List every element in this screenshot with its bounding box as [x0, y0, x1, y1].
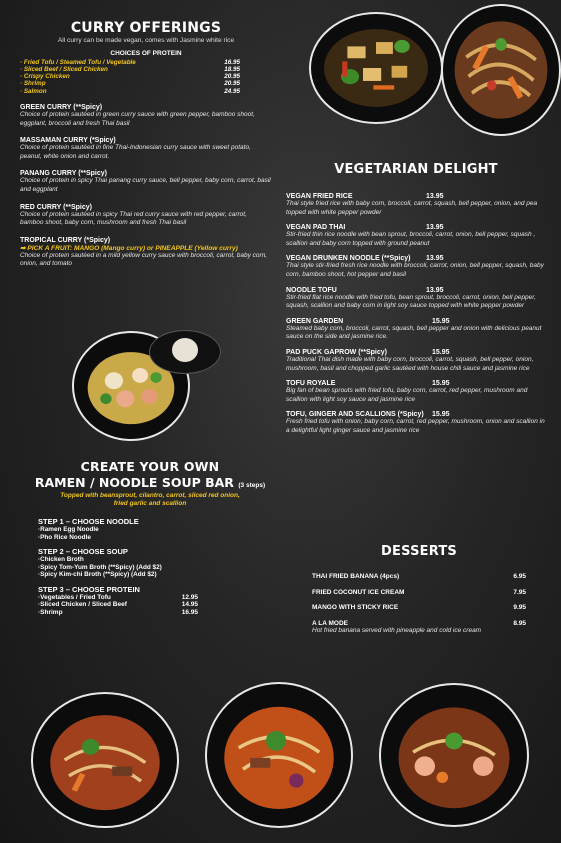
protein-choice: · Sliced Beef / Sliced Chicken 18.95 — [20, 65, 240, 73]
soup-bowl-photo-2 — [205, 682, 353, 828]
soup-option: ·Chicken Broth — [38, 556, 84, 564]
vegetarian-section — [286, 162, 546, 443]
soup-title-line1: CREATE YOUR OWN — [80, 459, 220, 474]
step2-title: STEP 2 – CHOOSE SOUP — [38, 547, 128, 557]
dessert-item: THAI FRIED BANANA (4pcs) 6.95 — [312, 573, 526, 580]
curry-title: CURRY OFFERINGS — [70, 20, 222, 36]
veg-item: GREEN GARDEN 15.95 Steamed baby corn, broccoli, carrot, squash, bell pepper and onion with delicious peanut sauce on the side and jasmine rice. — [286, 317, 542, 341]
veg-item: VEGAN FRIED RICE 13.95 Thai style fried rice with baby corn, broccoli, carrot, squash, bell pepper, onion, and pea topped with white pepper powder — [286, 193, 538, 216]
curry-item: PANANG CURRY (**Spicy) Choice of protein in spicy Thai panang curry sauce, bell pepper, baby corn, carrot, basil and eggplant — [20, 170, 271, 193]
curry-item-tropical: TROPICAL CURRY (*Spicy) ➡ PICK A FRUIT: MANGO (Mango curry) or PINEAPPLE (Yellow curry) Choice of protein sautéed in a mild yellow curry sauce with broccoli, carrot, baby corn, onion, and tomato — [20, 237, 272, 269]
soup-toppings: Topped with beansprout, cilantro, carrot, sliced red onion, fried garlic and scallion — [60, 492, 240, 507]
noodle-dish-photo — [441, 4, 561, 136]
curry-subtitle: All curry can be made vegan, comes with Jasmine white rice — [57, 37, 235, 44]
veg-item: VEGAN DRUNKEN NOODLE (**Spicy) 13.95 Thai style stir-fried fresh rice noodle with broccoli, carrot, onion, bell pepper, squash, baby corn, bamboo shoot, hot pepper and basil — [286, 255, 544, 278]
noodle-option: ·Ramen Egg Noodle — [38, 526, 99, 533]
desserts-title: DESSERTS — [381, 544, 457, 559]
step3-title: STEP 3 – CHOOSE PROTEIN — [38, 584, 140, 594]
step1-title: STEP 1 – CHOOSE NOODLE — [38, 517, 139, 526]
protein-choices-list — [20, 59, 240, 95]
soup-bar-section — [30, 459, 270, 616]
rice-bowl-photo — [149, 330, 221, 374]
veg-item: TOFU ROYALE 15.95 Big fan of bean sprouts with fried tofu, baby corn, carrot, red pepper, mushroom and scallion with light soy sauce and jasmine rice — [286, 380, 528, 403]
curry-item: GREEN CURRY (**Spicy) Choice of protein sautéed in green curry sauce with green pepper, bamboo shoot, eggplant, broccoli and fresh Thai basil — [20, 103, 255, 127]
protein-option: ·Sliced Chicken / Sliced Beef 14.95 — [38, 601, 198, 609]
protein-choice: · Salmon 24.95 — [20, 87, 240, 95]
vegetarian-title: VEGETARIAN DELIGHT — [334, 162, 498, 177]
dessert-item: A LA MODE 8.95 — [312, 619, 526, 627]
soup-bowl-photo-3 — [379, 683, 529, 827]
noodle-option: ·Pho Rice Noodle — [38, 533, 91, 541]
soup-option: ·Spicy Tom-Yum Broth (**Spicy) (Add $2) — [38, 563, 162, 571]
desserts-section — [312, 544, 526, 636]
veg-item: TOFU, GINGER AND SCALLIONS (*Spicy) 15.95 Fresh fried tofu with onion, baby corn, carrot, red pepper, mushroom, onion and scallion in a delightful light ginger sauce and jasmine rice — [286, 411, 545, 434]
curry-item: MASSAMAN CURRY (*Spicy) Choice of protein sautéed in fine Thai-Indonesian curry sauce with sweet potato, peanut, white onion and carrot. — [20, 137, 251, 160]
curry-item: RED CURRY (**Spicy) Choice of protein sautéed in spicy Thai red curry sauce with red pepper, carrot, bamboo shoot, baby corn, mushroom and fresh Thai basil — [20, 203, 247, 227]
curry-section — [20, 20, 272, 269]
dessert-desc: Hot fried banana served with pineapple and cold ice cream — [312, 627, 482, 634]
protein-choice: · Crispy Chicken 20.95 — [20, 73, 240, 81]
soup-bowl-photo-1 — [31, 692, 179, 828]
protein-option: ·Shrimp 16.95 — [38, 608, 198, 616]
protein-option: ·Vegetables / Fried Tofu 12.95 — [38, 593, 198, 601]
veg-item: NOODLE TOFU 13.95 Stir-fried flat rice noodle with fried tofu, bean sprout, broccoli, carrot, onion, bell pepper, squash, scallion and baby corn in light soy sauce topped with white pepper powder — [286, 286, 536, 310]
tofu-stirfry-photo — [309, 12, 443, 124]
soup-title-line2: RAMEN / NOODLE SOUP BAR (3 steps) — [34, 475, 266, 490]
soup-option: ·Spicy Kim-chi Broth (**Spicy) (Add $2) — [38, 571, 157, 579]
protein-choice: · Shrimp 20.95 — [20, 80, 240, 88]
dessert-item: MANGO WITH STICKY RICE 9.95 — [312, 604, 526, 611]
fruit-pick-note: ➡ PICK A FRUIT: MANGO (Mango curry) or PINEAPPLE (Yellow curry) — [20, 244, 238, 252]
dessert-item: FRIED COCONUT ICE CREAM 7.95 — [312, 588, 526, 596]
protein-choice: · Fried Tofu / Steamed Tofu / Vegetable 16.95 — [20, 58, 240, 66]
veg-item: VEGAN PAD THAI 13.95 Stir-fried thin rice noodle with bean sprout, broccoli, carrot, onion, bell pepper, squash , scallion and baby corn topped with ground peanut — [286, 224, 536, 247]
veg-item: PAD PUCK GAPROW (**Spicy) 15.95 Traditional Thai dish made with baby corn, broccoli, carrot, squash, bell pepper, onion, mushroom, basil and chopped garlic sautéed with house chili sauce and jasmine rice — [286, 348, 534, 372]
protein-choices-title: CHOICES OF PROTEIN — [110, 50, 182, 57]
